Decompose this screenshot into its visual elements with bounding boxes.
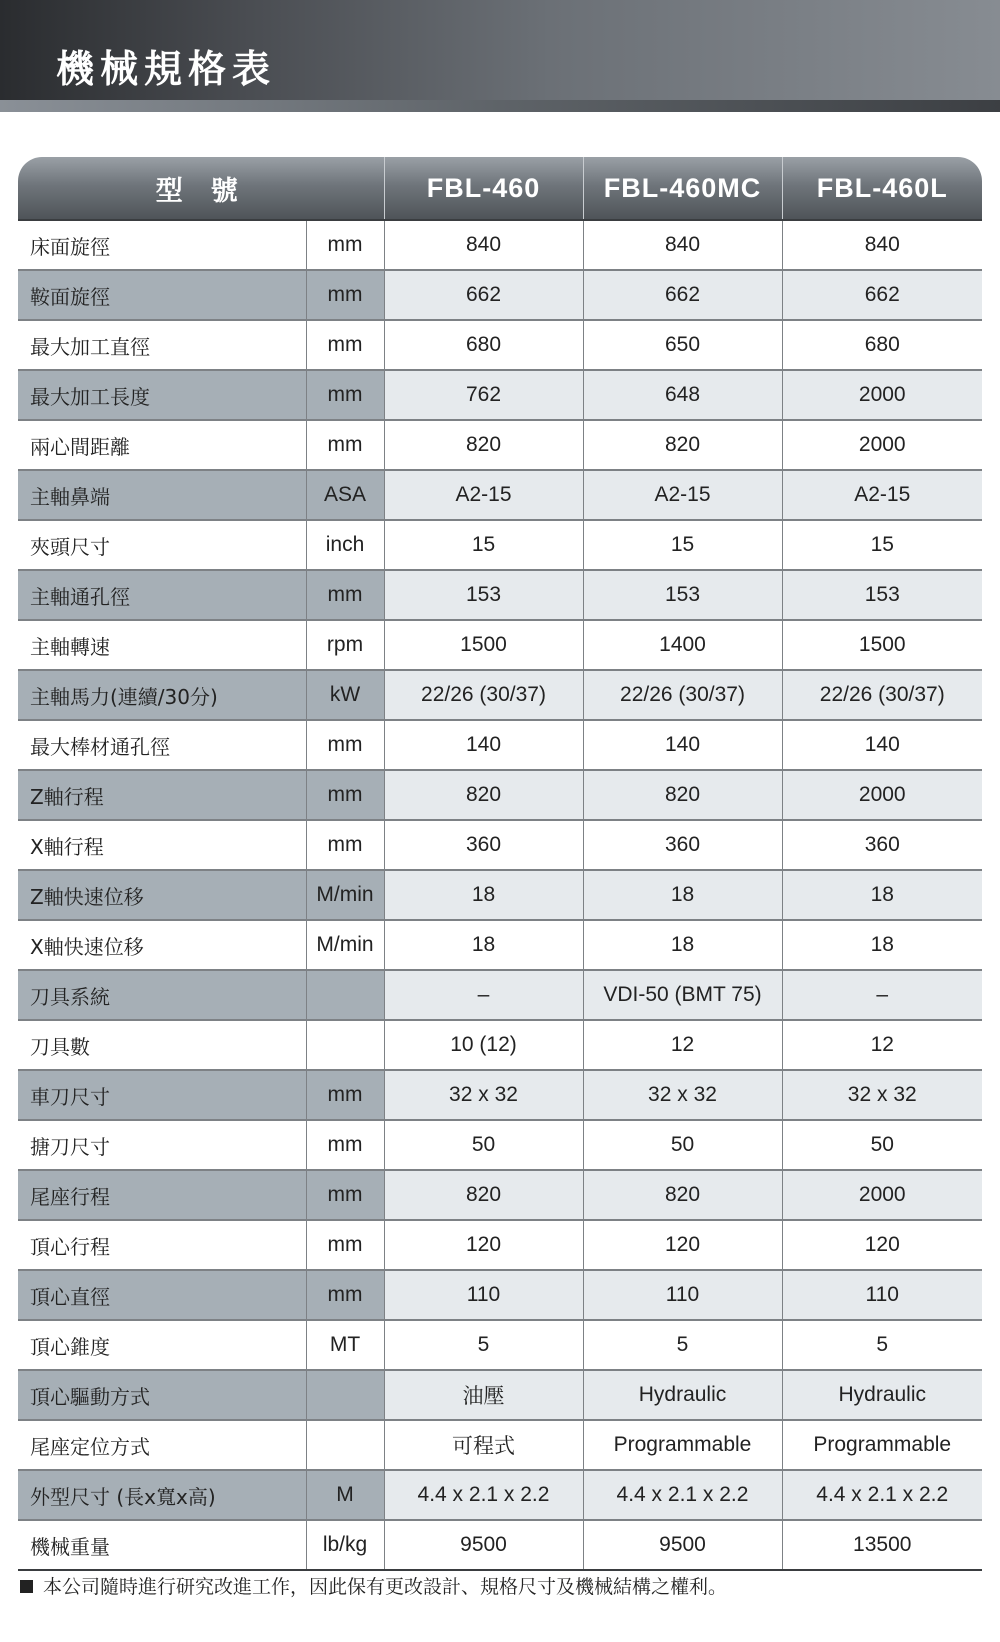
spec-value: 18 bbox=[583, 920, 782, 970]
spec-name: 頂心行程 bbox=[18, 1220, 306, 1270]
spec-value: 可程式 bbox=[384, 1420, 583, 1470]
spec-value: 1500 bbox=[384, 620, 583, 670]
spec-value: 360 bbox=[583, 820, 782, 870]
spec-value: 110 bbox=[782, 1270, 982, 1320]
spec-name: 鞍面旋徑 bbox=[18, 270, 306, 320]
spec-value: 18 bbox=[384, 920, 583, 970]
spec-value: 4.4 x 2.1 x 2.2 bbox=[583, 1470, 782, 1520]
spec-unit: mm bbox=[306, 320, 384, 370]
spec-value: 360 bbox=[384, 820, 583, 870]
spec-value: 153 bbox=[782, 570, 982, 620]
spec-value: 120 bbox=[782, 1220, 982, 1270]
spec-unit bbox=[306, 1020, 384, 1070]
spec-value: 110 bbox=[384, 1270, 583, 1320]
spec-value: Hydraulic bbox=[583, 1370, 782, 1420]
spec-row bbox=[18, 1520, 982, 1570]
spec-value: 15 bbox=[583, 520, 782, 570]
spec-unit: M/min bbox=[306, 870, 384, 920]
spec-name: 最大加工直徑 bbox=[18, 320, 306, 370]
spec-value: 10 (12) bbox=[384, 1020, 583, 1070]
spec-name: 刀具系統 bbox=[18, 970, 306, 1020]
spec-unit bbox=[306, 1420, 384, 1470]
spec-value: 2000 bbox=[782, 420, 982, 470]
spec-value: 1500 bbox=[782, 620, 982, 670]
spec-value: – bbox=[384, 970, 583, 1020]
spec-row bbox=[18, 1170, 982, 1220]
spec-value: 4.4 x 2.1 x 2.2 bbox=[782, 1470, 982, 1520]
spec-value: 22/26 (30/37) bbox=[583, 670, 782, 720]
spec-row bbox=[18, 1320, 982, 1370]
spec-row bbox=[18, 520, 982, 570]
spec-row bbox=[18, 1370, 982, 1420]
spec-row bbox=[18, 320, 982, 370]
spec-value: 648 bbox=[583, 370, 782, 420]
spec-rows bbox=[18, 220, 982, 1570]
footnote-text: 本公司隨時進行研究改進工作，因此保有更改設計、規格尺寸及機械結構之權利。 bbox=[43, 1576, 728, 1598]
spec-row bbox=[18, 270, 982, 320]
spec-value: 840 bbox=[782, 220, 982, 270]
spec-row bbox=[18, 1420, 982, 1470]
spec-row bbox=[18, 870, 982, 920]
spec-unit: M/min bbox=[306, 920, 384, 970]
spec-name: X軸行程 bbox=[18, 820, 306, 870]
banner-strip bbox=[0, 100, 1000, 112]
spec-value: 662 bbox=[384, 270, 583, 320]
spec-value: 5 bbox=[384, 1320, 583, 1370]
spec-value: 140 bbox=[384, 720, 583, 770]
spec-value: 18 bbox=[782, 920, 982, 970]
spec-value: 油壓 bbox=[384, 1370, 583, 1420]
spec-row bbox=[18, 720, 982, 770]
header-row bbox=[18, 157, 982, 220]
spec-value: 820 bbox=[384, 1170, 583, 1220]
spec-row bbox=[18, 1220, 982, 1270]
spec-unit: mm bbox=[306, 270, 384, 320]
spec-value: 50 bbox=[782, 1120, 982, 1170]
spec-value: 680 bbox=[782, 320, 982, 370]
footnote bbox=[20, 1572, 727, 1599]
model-column-header: FBL-460MC bbox=[583, 157, 782, 220]
spec-value: 1400 bbox=[583, 620, 782, 670]
spec-value: 2000 bbox=[782, 1170, 982, 1220]
spec-value: 820 bbox=[384, 770, 583, 820]
spec-name: 尾座行程 bbox=[18, 1170, 306, 1220]
spec-unit: mm bbox=[306, 420, 384, 470]
spec-value: 15 bbox=[782, 520, 982, 570]
spec-unit: mm bbox=[306, 1120, 384, 1170]
spec-name: 夾頭尺寸 bbox=[18, 520, 306, 570]
spec-value: 9500 bbox=[384, 1520, 583, 1570]
spec-name: 機械重量 bbox=[18, 1520, 306, 1570]
spec-row bbox=[18, 920, 982, 970]
spec-value: 18 bbox=[782, 870, 982, 920]
model-header: 型號 bbox=[18, 157, 384, 220]
spec-value: 680 bbox=[384, 320, 583, 370]
spec-unit: MT bbox=[306, 1320, 384, 1370]
spec-name: 最大棒材通孔徑 bbox=[18, 720, 306, 770]
spec-name: 兩心間距離 bbox=[18, 420, 306, 470]
spec-value: 820 bbox=[583, 420, 782, 470]
spec-value: 12 bbox=[583, 1020, 782, 1070]
spec-value: 2000 bbox=[782, 370, 982, 420]
spec-name: 車刀尺寸 bbox=[18, 1070, 306, 1120]
spec-name: 刀具數 bbox=[18, 1020, 306, 1070]
spec-name: 尾座定位方式 bbox=[18, 1420, 306, 1470]
spec-value: Hydraulic bbox=[782, 1370, 982, 1420]
spec-value: 5 bbox=[583, 1320, 782, 1370]
spec-value: 18 bbox=[583, 870, 782, 920]
spec-value: 360 bbox=[782, 820, 982, 870]
spec-value: 820 bbox=[384, 420, 583, 470]
spec-name: 最大加工長度 bbox=[18, 370, 306, 420]
spec-value: 140 bbox=[583, 720, 782, 770]
spec-unit: mm bbox=[306, 1270, 384, 1320]
spec-name: 頂心直徑 bbox=[18, 1270, 306, 1320]
spec-row bbox=[18, 1020, 982, 1070]
spec-row bbox=[18, 1470, 982, 1520]
spec-value: 22/26 (30/37) bbox=[782, 670, 982, 720]
spec-value: 32 x 32 bbox=[384, 1070, 583, 1120]
spec-name: 主軸馬力(連續/30分) bbox=[18, 670, 306, 720]
spec-value: 153 bbox=[583, 570, 782, 620]
square-bullet-icon bbox=[20, 1580, 33, 1593]
model-column-header: FBL-460 bbox=[384, 157, 583, 220]
spec-unit: mm bbox=[306, 370, 384, 420]
spec-unit: mm bbox=[306, 1070, 384, 1120]
spec-row bbox=[18, 620, 982, 670]
spec-value: 15 bbox=[384, 520, 583, 570]
spec-value: 662 bbox=[583, 270, 782, 320]
spec-unit: kW bbox=[306, 670, 384, 720]
spec-row bbox=[18, 570, 982, 620]
spec-row bbox=[18, 970, 982, 1020]
spec-name: Z軸行程 bbox=[18, 770, 306, 820]
spec-value: 140 bbox=[782, 720, 982, 770]
spec-value: 120 bbox=[384, 1220, 583, 1270]
spec-value: 153 bbox=[384, 570, 583, 620]
spec-value: 18 bbox=[384, 870, 583, 920]
spec-unit: M bbox=[306, 1470, 384, 1520]
spec-value: 662 bbox=[782, 270, 982, 320]
spec-unit: mm bbox=[306, 1170, 384, 1220]
spec-name: 搪刀尺寸 bbox=[18, 1120, 306, 1170]
spec-value: 650 bbox=[583, 320, 782, 370]
spec-value: Programmable bbox=[782, 1420, 982, 1470]
spec-unit: rpm bbox=[306, 620, 384, 670]
spec-unit: mm bbox=[306, 220, 384, 270]
spec-name: 床面旋徑 bbox=[18, 220, 306, 270]
spec-unit bbox=[306, 970, 384, 1020]
spec-table bbox=[18, 157, 982, 1571]
spec-unit: inch bbox=[306, 520, 384, 570]
spec-value: 110 bbox=[583, 1270, 782, 1320]
spec-value: – bbox=[782, 970, 982, 1020]
spec-name: 頂心驅動方式 bbox=[18, 1370, 306, 1420]
spec-name: 外型尺寸 (長x寬x高) bbox=[18, 1470, 306, 1520]
spec-name: 主軸轉速 bbox=[18, 620, 306, 670]
spec-value: A2-15 bbox=[782, 470, 982, 520]
spec-row bbox=[18, 1070, 982, 1120]
spec-value: A2-15 bbox=[583, 470, 782, 520]
spec-name: X軸快速位移 bbox=[18, 920, 306, 970]
spec-value: 50 bbox=[384, 1120, 583, 1170]
spec-unit: mm bbox=[306, 770, 384, 820]
spec-row bbox=[18, 1270, 982, 1320]
spec-row bbox=[18, 670, 982, 720]
spec-value: A2-15 bbox=[384, 470, 583, 520]
spec-unit: mm bbox=[306, 1220, 384, 1270]
spec-value: 32 x 32 bbox=[782, 1070, 982, 1120]
spec-value: 820 bbox=[583, 1170, 782, 1220]
model-column-header: FBL-460L bbox=[782, 157, 982, 220]
spec-value: 50 bbox=[583, 1120, 782, 1170]
spec-unit: mm bbox=[306, 570, 384, 620]
page-title: 機械規格表 bbox=[56, 47, 277, 91]
spec-row bbox=[18, 420, 982, 470]
spec-row bbox=[18, 820, 982, 870]
spec-unit bbox=[306, 1370, 384, 1420]
spec-value: 840 bbox=[384, 220, 583, 270]
spec-value: 12 bbox=[782, 1020, 982, 1070]
spec-row bbox=[18, 770, 982, 820]
spec-row bbox=[18, 220, 982, 270]
spec-value: Programmable bbox=[583, 1420, 782, 1470]
spec-row bbox=[18, 1120, 982, 1170]
spec-name: 頂心錐度 bbox=[18, 1320, 306, 1370]
spec-value: 820 bbox=[583, 770, 782, 820]
spec-value: VDI-50 (BMT 75) bbox=[583, 970, 782, 1020]
spec-value: 4.4 x 2.1 x 2.2 bbox=[384, 1470, 583, 1520]
spec-name: 主軸通孔徑 bbox=[18, 570, 306, 620]
spec-name: 主軸鼻端 bbox=[18, 470, 306, 520]
spec-row bbox=[18, 470, 982, 520]
spec-unit: mm bbox=[306, 820, 384, 870]
spec-unit: ASA bbox=[306, 470, 384, 520]
spec-name: Z軸快速位移 bbox=[18, 870, 306, 920]
spec-value: 840 bbox=[583, 220, 782, 270]
spec-unit: mm bbox=[306, 720, 384, 770]
spec-unit: lb/kg bbox=[306, 1520, 384, 1570]
spec-value: 22/26 (30/37) bbox=[384, 670, 583, 720]
spec-value: 32 x 32 bbox=[583, 1070, 782, 1120]
spec-row bbox=[18, 370, 982, 420]
spec-value: 762 bbox=[384, 370, 583, 420]
spec-value: 5 bbox=[782, 1320, 982, 1370]
spec-value: 2000 bbox=[782, 770, 982, 820]
spec-value: 9500 bbox=[583, 1520, 782, 1570]
spec-value: 120 bbox=[583, 1220, 782, 1270]
spec-value: 13500 bbox=[782, 1520, 982, 1570]
